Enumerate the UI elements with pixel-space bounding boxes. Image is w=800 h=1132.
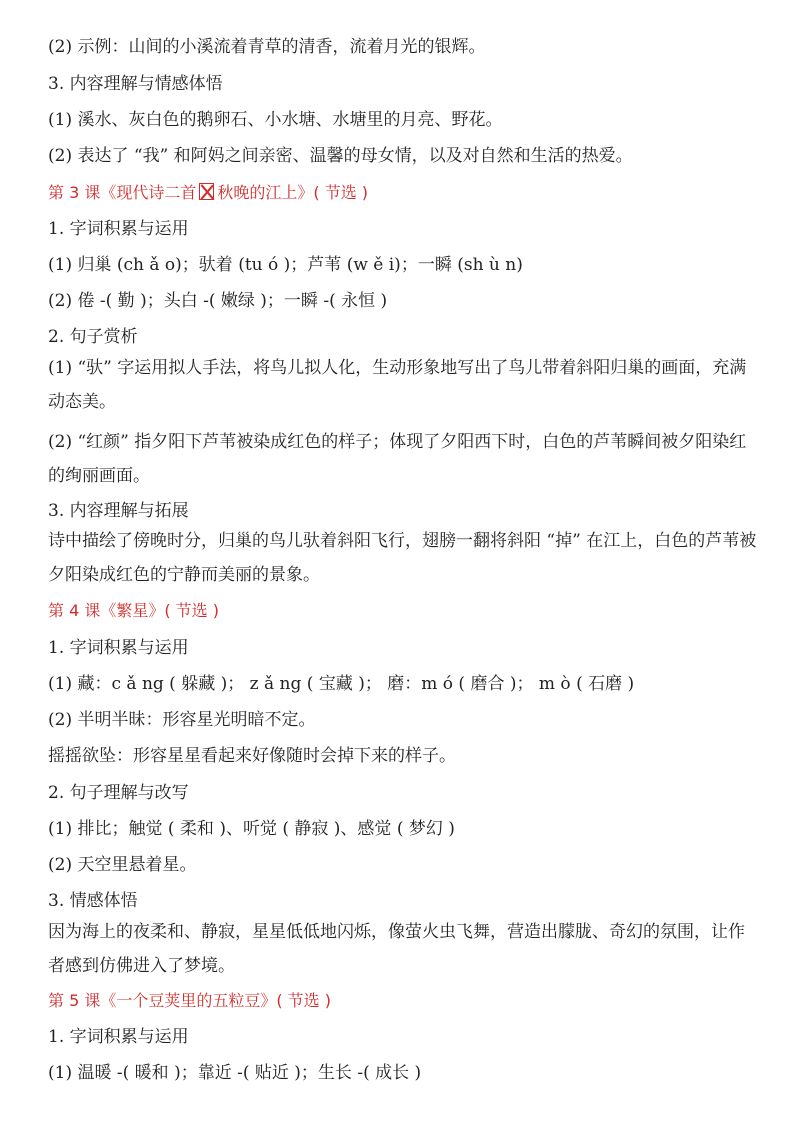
answer-line: (2) 倦 -( 勤 )；头白 -( 嫩绿 )；一瞬 -( 永恒 ) xyxy=(48,291,388,311)
lesson-3-heading xyxy=(48,182,760,204)
answer-line: (2) 表达了 “我” 和阿妈之间亲密、温馨的母女情，以及对自然和生活的热爱。 xyxy=(48,146,633,166)
section-title: 2. 句子赏析 xyxy=(48,327,138,347)
section-title: 1. 字词积累与运用 xyxy=(48,1027,189,1047)
answer-line: (2) 示例：山间的小溪流着青草的清香，流着月光的银辉。 xyxy=(48,37,486,57)
answer-line: (1) 归巢 (ch ǎ o)；驮着 (tu ó )；芦苇 (w ě i)；一瞬 (sh ù n) xyxy=(48,255,523,275)
answer-paragraph: 因为海上的夜柔和、静寂，星星低低地闪烁，像萤火虫飞舞，营造出朦胧、奇幻的氛围，让作者感到仿佛进入了梦境。 xyxy=(48,922,745,976)
answer-line: (2) 天空里悬着星。 xyxy=(48,855,197,875)
lesson-4-heading: 第 4 课《繁星》( 节选 ) xyxy=(48,601,220,620)
section-title: 1. 字词积累与运用 xyxy=(48,219,189,239)
missing-glyph-icon xyxy=(199,183,214,200)
section-title: 1. 字词积累与运用 xyxy=(48,638,189,658)
lesson-3-heading-part1: 第 3 课《现代诗二首 xyxy=(48,183,197,202)
answer-line: (1) 排比；触觉 ( 柔和 )、听觉 ( 静寂 )、感觉 ( 梦幻 ) xyxy=(48,819,455,839)
answer-line: (1) 溪水、灰白色的鹅卵石、小水塘、水塘里的月亮、野花。 xyxy=(48,110,503,130)
lesson-5-heading: 第 5 课《一个豆荚里的五粒豆》( 节选 ) xyxy=(48,991,332,1010)
answer-line: (1) 藏：c ǎ ng ( 躲藏 )； z ǎ ng ( 宝藏 )； 磨：m ó ( 磨合 )； m ò ( 石磨 ) xyxy=(48,674,635,694)
answer-line: (1) 温暖 -( 暖和 )；靠近 -( 贴近 )；生长 -( 成长 ) xyxy=(48,1063,422,1083)
answer-line: 摇摇欲坠：形容星星看起来好像随时会掉下来的样子。 xyxy=(48,746,456,766)
answer-paragraph: (2) “红颜” 指夕阳下芦苇被染成红色的样子；体现了夕阳西下时，白色的芦苇瞬间被夕阳染红的绚丽画面。 xyxy=(48,432,747,486)
section-title: 3. 内容理解与情感体悟 xyxy=(48,74,223,94)
answer-paragraph: (1) “驮” 字运用拟人手法，将鸟儿拟人化，生动形象地写出了鸟儿带着斜阳归巢的画面，充满动态美。 xyxy=(48,358,747,412)
lesson-3-heading-part2: 秋晚的江上》( 节选 ) xyxy=(217,183,369,202)
answer-paragraph: 诗中描绘了傍晚时分，归巢的鸟儿驮着斜阳飞行，翅膀一翻将斜阳 “掉” 在江上，白色的芦苇被夕阳染成红色的宁静而美丽的景象。 xyxy=(48,531,757,585)
section-title: 2. 句子理解与改写 xyxy=(48,783,189,803)
answer-line: (2) 半明半昧：形容星光明暗不定。 xyxy=(48,710,316,730)
section-title: 3. 内容理解与拓展 xyxy=(48,501,189,521)
section-title: 3. 情感体悟 xyxy=(48,891,138,911)
